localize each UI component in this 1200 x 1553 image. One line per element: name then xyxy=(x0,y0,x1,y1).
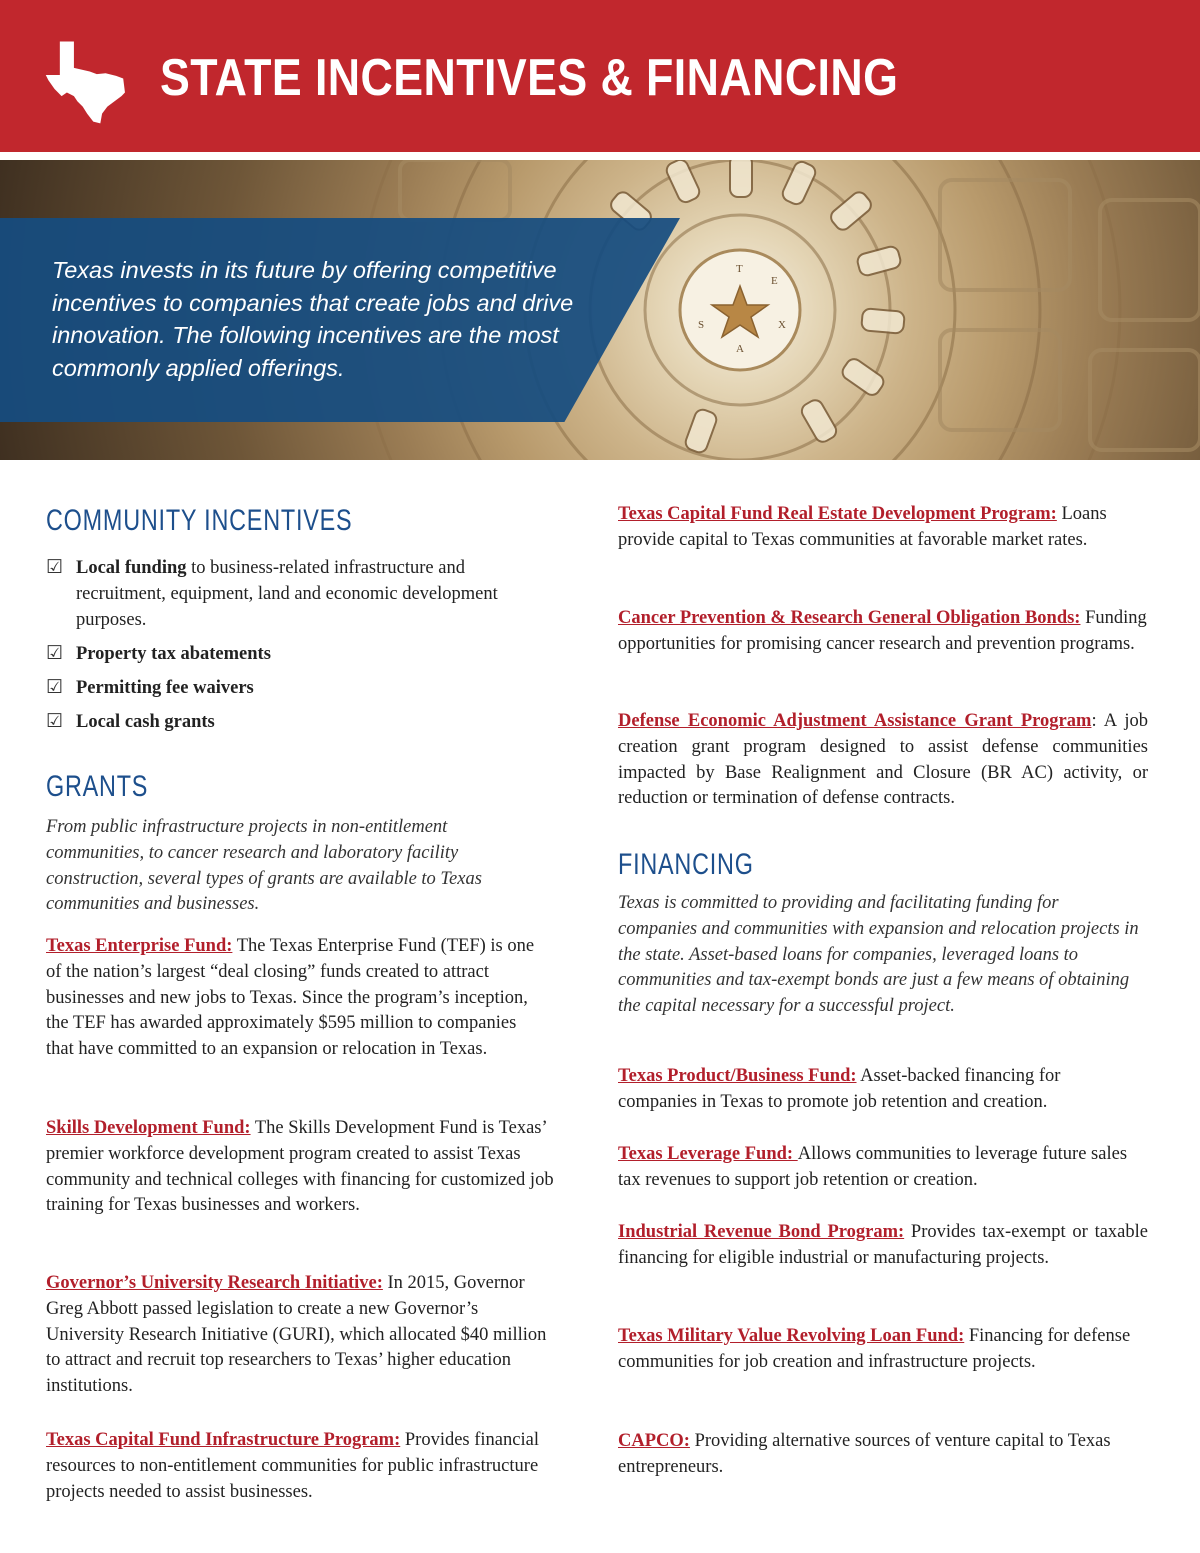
entry-text: The Texas Enterprise Fund (TEF) is one of the nation’s largest “deal closing” funds created to attract businesses and new jobs to Texas. Since the program’s inception, the TEF has awarded approximately $595 million to companies that have committed to an expansion or relocation in Texas. xyxy=(46,936,535,1060)
entry-text: Allows communities to leverage future sales tax revenues to support job retention or creation. xyxy=(618,1144,1128,1190)
community-incentives-list xyxy=(46,555,516,743)
texas-state-icon xyxy=(44,38,132,126)
financing-entry-irb xyxy=(618,1220,1148,1272)
financing-heading: FINANCING xyxy=(618,848,754,881)
entry-text: Providing alternative sources of venture capital to Texas entrepreneurs. xyxy=(618,1431,1111,1477)
item-bold: Permitting fee waivers xyxy=(76,678,254,698)
entry-text: Financing for defense communities for job creation and infrastructure projects. xyxy=(618,1326,1131,1372)
financing-entry-leverage xyxy=(618,1142,1148,1194)
texas-capital-fund-real-estate-link[interactable]: Texas Capital Fund Real Estate Development Program: xyxy=(618,504,1057,524)
texas-leverage-fund-link[interactable]: Texas Leverage Fund: xyxy=(618,1144,798,1164)
item-text: to business-related infrastructure and recruitment, equipment, land and economic development purposes. xyxy=(76,558,498,630)
grant-entry-infrastructure xyxy=(46,1428,546,1505)
item-bold: Property tax abatements xyxy=(76,644,271,664)
industrial-revenue-bond-link[interactable]: Industrial Revenue Bond Program: xyxy=(618,1222,905,1242)
checkbox-checked-icon: ☑ xyxy=(46,557,64,578)
texas-enterprise-fund-link[interactable]: Texas Enterprise Fund: xyxy=(46,936,233,956)
grants-heading: GRANTS xyxy=(46,770,149,803)
texas-product-business-fund-link[interactable]: Texas Product/Business Fund: xyxy=(618,1066,857,1086)
entry-text: : A job creation grant program designed to assist defense communities impacted by Base Realignment and Closure (BR AC) activity, or reduction or termination of defense contracts. xyxy=(618,711,1148,809)
item-bold: Local cash grants xyxy=(76,712,215,732)
texas-military-value-fund-link[interactable]: Texas Military Value Revolving Loan Fund: xyxy=(618,1326,965,1346)
checkbox-checked-icon: ☑ xyxy=(46,677,64,698)
seal-letter-s: S xyxy=(698,319,705,331)
community-incentives-heading: COMMUNITY INCENTIVES xyxy=(46,504,353,537)
entry-text: In 2015, Governor Greg Abbott passed legislation to create a new Governor’s University Research Initiative (GURI), which allocated $40 million to attract and recruit top researchers to Texas’ higher education institutions. xyxy=(46,1273,547,1397)
financing-entry-capco xyxy=(618,1429,1138,1481)
seal-letter-t: T xyxy=(736,263,743,275)
cancer-prevention-bonds-link[interactable]: Cancer Prevention & Research General Obligation Bonds: xyxy=(618,608,1081,628)
list-item xyxy=(46,675,516,701)
governors-university-research-initiative-link[interactable]: Governor’s University Research Initiative: xyxy=(46,1273,383,1293)
entry-text: Provides financial resources to non-entitlement communities for public infrastructure projects needed to assist businesses. xyxy=(46,1430,539,1502)
grant-entry-skills xyxy=(46,1116,556,1219)
grants-intro: From public infrastructure projects in non-entitlement communities, to cancer research and laboratory facility construction, several types of grants are available to Texas communities and businesses. xyxy=(46,817,482,915)
seal-letter-a: A xyxy=(736,343,744,355)
item-bold: Local funding xyxy=(76,558,187,578)
texas-capital-fund-infrastructure-link[interactable]: Texas Capital Fund Infrastructure Program: xyxy=(46,1430,401,1450)
entry-text: Provides tax-exempt or taxable financing for eligible industrial or manufacturing projects. xyxy=(618,1222,1148,1268)
page-title: STATE INCENTIVES & FINANCING xyxy=(160,49,899,107)
checkbox-checked-icon: ☑ xyxy=(46,711,64,732)
checkbox-checked-icon: ☑ xyxy=(46,643,64,664)
grant-entry-cancer xyxy=(618,606,1148,658)
grant-entry-tef xyxy=(46,934,548,1063)
financing-entry-military xyxy=(618,1324,1138,1376)
entry-text: Funding opportunities for promising cancer research and prevention programs. xyxy=(618,608,1147,654)
entry-text: Loans provide capital to Texas communities at favorable market rates. xyxy=(618,504,1107,550)
financing-entry-product-business xyxy=(618,1064,1138,1116)
hero-intro-text: Texas invests in its future by offering competitive incentives to companies that create jobs and drive innovation. The following incentives are the most commonly applied offerings. xyxy=(52,257,574,381)
entry-text: Asset-backed financing for companies in Texas to promote job retention and creation. xyxy=(618,1066,1061,1112)
grant-entry-guri xyxy=(46,1271,558,1400)
financing-intro: Texas is committed to providing and facilitating funding for companies and communities with expansion and relocation projects in the state. Asset-based loans for companies, leveraged loans to communities and tax-exempt bonds are just a few means of obtaining the capital necessary for a successful project. xyxy=(618,893,1139,1017)
skills-development-fund-link[interactable]: Skills Development Fund: xyxy=(46,1118,251,1138)
grant-entry-defense xyxy=(618,709,1148,812)
seal-letter-x: X xyxy=(778,319,786,331)
page-header xyxy=(0,0,1200,152)
entry-text: The Skills Development Fund is Texas’ premier workforce development program created to assist Texas community and technical colleges with financing for customized job training for Texas businesses and workers. xyxy=(46,1118,554,1216)
list-item xyxy=(46,709,516,735)
list-item xyxy=(46,641,516,667)
list-item xyxy=(46,555,516,633)
grant-entry-real-estate xyxy=(618,502,1118,554)
capco-link[interactable]: CAPCO: xyxy=(618,1431,690,1451)
defense-economic-adjustment-link[interactable]: Defense Economic Adjustment Assistance Grant Program xyxy=(618,711,1092,731)
seal-letter-e: E xyxy=(771,275,778,287)
